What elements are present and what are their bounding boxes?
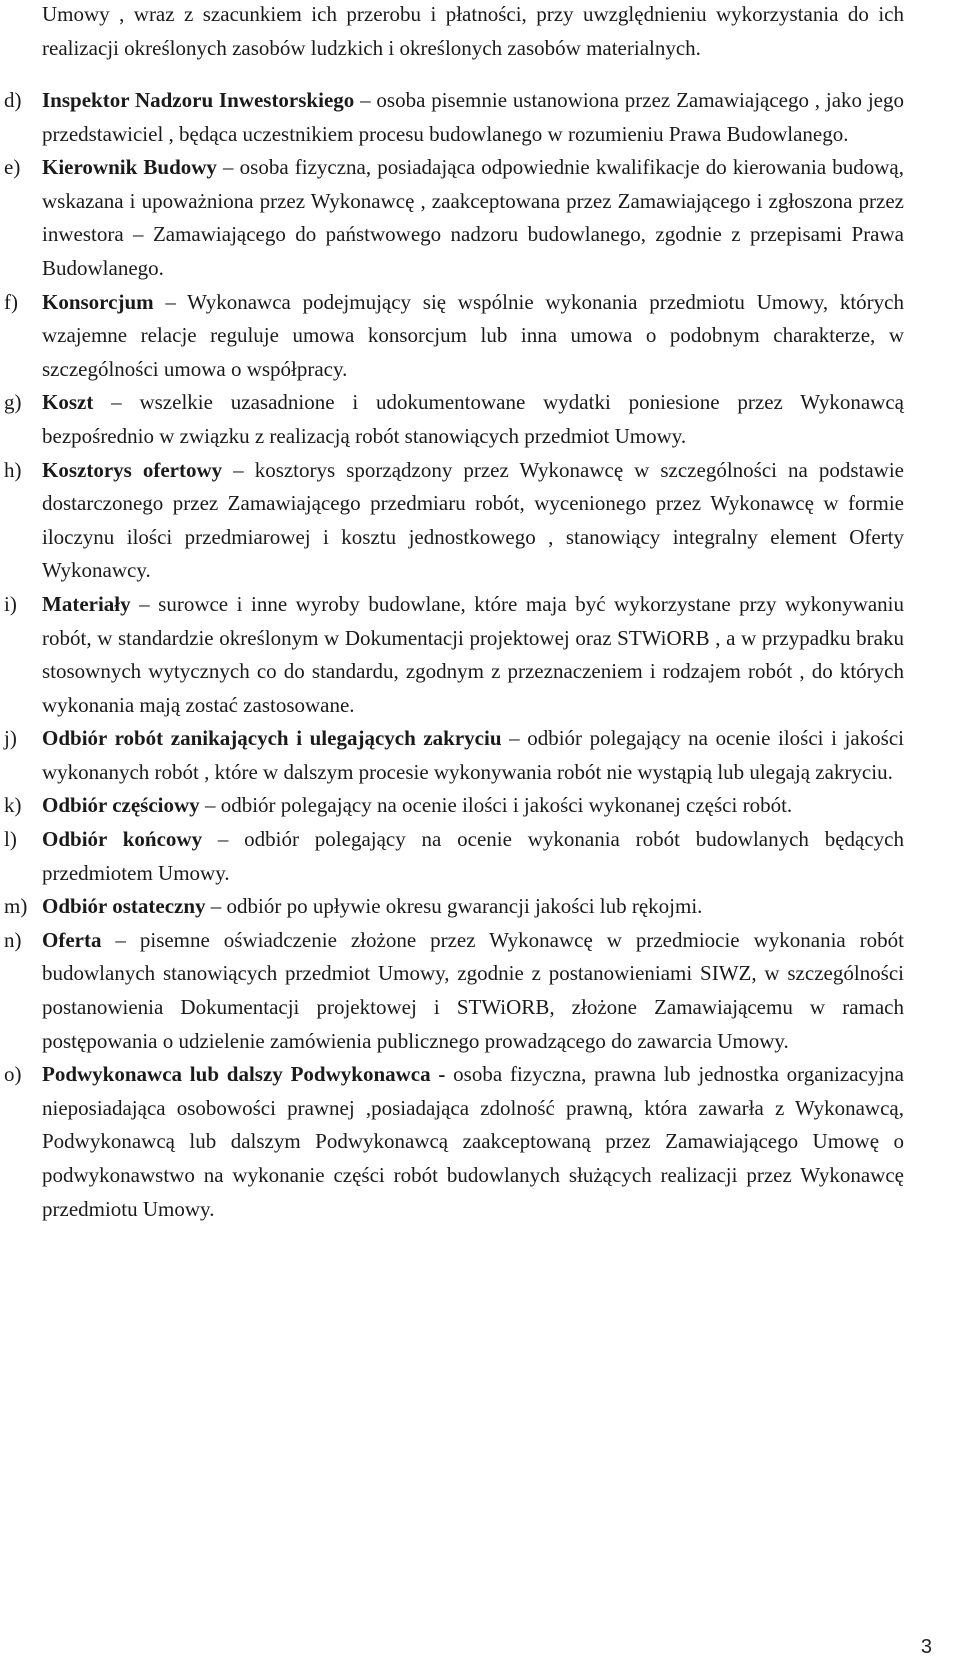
definition-term: Inspektor Nadzoru Inwestorskiego	[42, 88, 355, 112]
definition-item-d	[0, 84, 904, 151]
definition-term: Odbiór robót zanikających i ulegających zakryciu	[42, 726, 502, 751]
list-marker: h)	[4, 457, 22, 482]
list-marker: n)	[4, 927, 22, 952]
definition-text: – odbiór polegający na ocenie ilości i jakości wykonanej części robót.	[199, 793, 793, 818]
definition-text: – Wykonawca podejmujący się wspólnie wykonania przedmiotu Umowy, których wzajemne relacje reguluje umowa konsorcjum lub inna umowa o podobnym charakterze, w szczególności umowa o współpracy.	[42, 289, 904, 381]
list-marker: m)	[4, 894, 28, 919]
definition-term: Koszt	[42, 390, 94, 415]
definition-term: Kierownik Budowy	[42, 155, 217, 180]
definition-item-j	[0, 722, 904, 789]
definitions-list	[0, 84, 960, 1226]
definition-text: – odbiór polegający na ocenie ilości i jakości wykonanych robót , które w dalszym procesie wykonywania robót nie wystąpią lub ulegają zakryciu.	[42, 726, 904, 784]
definition-item-m	[0, 890, 904, 924]
page-number: 3	[920, 1636, 932, 1658]
definition-item-o	[0, 1058, 904, 1226]
definition-term: Oferta	[42, 927, 102, 952]
intro-paragraph: Umowy , wraz z szacunkiem ich przerobu i płatności, przy uwzględnieniu wykorzystania do ich realizacji określonych zasobów ludzkich i określonych zasobów materialnych.	[42, 2, 904, 60]
list-marker: j)	[4, 726, 17, 751]
list-marker: o)	[4, 1062, 22, 1087]
list-marker: f)	[4, 289, 18, 314]
list-marker: e)	[4, 155, 21, 180]
list-marker: k)	[4, 793, 22, 818]
definition-item-g	[0, 386, 904, 453]
definition-text: osoba fizyczna, prawna lub jednostka organizacyjna nieposiadająca osobowości prawnej ,posiadająca zdolność prawną, która zawarła z Wykonawcą, Podwykonawcą lub dalszym Podwykonawcą zaakceptowaną przez Zamawiającego Umowę o podwykonawstwo na wykonanie części robót budowlanych służących realizacji przez Wykonawcę przedmiotu Umowy.	[42, 1062, 904, 1221]
definition-item-h	[0, 454, 904, 588]
definition-term: Materiały	[42, 591, 131, 616]
definition-text: – kosztorys sporządzony przez Wykonawcę w szczególności na podstawie dostarczonego przez Zamawiającego przedmiaru robót, wycenionego przez Wykonawcę w formie iloczynu ilości przedmiarowej i kosztu jednostkowego , stanowiący integralny element Oferty Wykonawcy.	[42, 457, 905, 583]
definition-text: – wszelkie uzasadnione i udokumentowane wydatki poniesione przez Wykonawcą bezpośrednio w związku z realizacją robót stanowiących przedmiot Umowy.	[42, 390, 904, 448]
definition-item-k	[0, 789, 904, 823]
list-marker: l)	[4, 827, 17, 852]
list-marker: d)	[4, 88, 22, 112]
definition-term: Kosztorys ofertowy	[42, 457, 223, 482]
definition-text: – surowce i inne wyroby budowlane, które maja być wykorzystane przy wykonywaniu robót, w standardzie określonym w Dokumentacji projektowej oraz STWiORB , a w przypadku braku stosownych wytycznych co do standardu, zgodnym z przeznaczeniem i rodzajem robót , do których wykonania mają zostać zastosowane.	[42, 591, 904, 717]
definition-item-e	[0, 151, 904, 285]
definition-item-i	[0, 588, 904, 722]
definition-item-n	[0, 924, 904, 1058]
definition-term: Konsorcjum	[42, 289, 154, 314]
list-marker: i)	[4, 591, 17, 616]
definition-text: – osoba pisemnie ustanowiona przez Zamawiającego , jako jego przedstawiciel , będąca uczestnikiem procesu budowlanego w rozumieniu Prawa Budowlanego.	[42, 88, 904, 146]
list-marker: g)	[4, 390, 22, 415]
definition-text: – odbiór polegający na ocenie wykonania robót budowlanych będących przedmiotem Umowy.	[42, 827, 904, 885]
definition-text: – osoba fizyczna, posiadająca odpowiednie kwalifikacje do kierowania budową, wskazana i upoważniona przez Wykonawcę , zaakceptowana przez Zamawiającego i zgłoszona przez inwestora – Zamawiającego do państwowego nadzoru budowlanego, zgodnie z przepisami Prawa Budowlanego.	[42, 155, 904, 280]
definition-term: Odbiór częściowy	[42, 793, 200, 818]
definition-term: Odbiór końcowy	[42, 827, 203, 852]
definition-text: – pisemne oświadczenie złożone przez Wykonawcę w przedmiocie wykonania robót budowlanych stanowiących przedmiot Umowy, zgodnie z postanowieniami SIWZ, w szczególności postanowienia Dokumentacji projektowej i STWiORB, złożone Zamawiającemu w ramach postępowania o udzielenie zamówienia publicznego prowadzącego do zawarcia Umowy.	[42, 927, 904, 1053]
definition-text: – odbiór po upływie okresu gwarancji jakości lub rękojmi.	[205, 894, 703, 919]
definition-term: Odbiór ostateczny	[42, 894, 206, 919]
definition-item-f	[0, 286, 904, 387]
definition-item-l	[0, 823, 904, 890]
definition-term: Podwykonawca lub dalszy Podwykonawca -	[42, 1062, 446, 1087]
